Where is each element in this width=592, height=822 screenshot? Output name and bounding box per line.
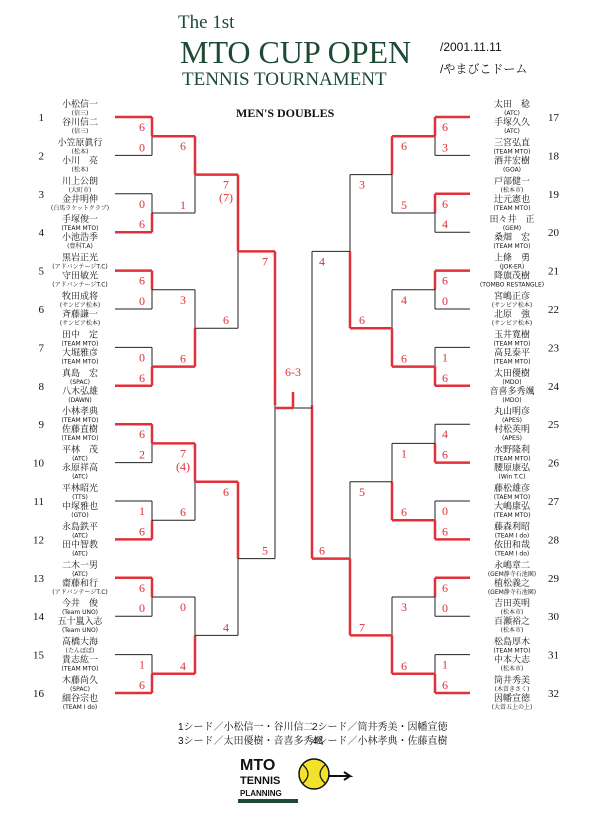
player-club: (TTS) (72, 494, 88, 501)
team-number: 17 (548, 112, 559, 124)
event-date: /2001.11.11 (440, 40, 502, 54)
player-name: 依田和哉 (493, 540, 531, 551)
player-name: 高見泰平 (493, 348, 531, 359)
player-name: 戸部健一 (493, 176, 531, 187)
player-club: (ATC) (72, 473, 88, 481)
team-number: 21 (548, 265, 559, 278)
team-number: 10 (33, 457, 44, 470)
score: 3 (180, 292, 186, 307)
team-number: 3 (38, 188, 44, 201)
player-name: 佐藤直樹 (61, 425, 99, 436)
player-club: (TEAM MTO) (61, 340, 99, 348)
logo-text-2: TENNIS (240, 775, 281, 787)
player-club: (アドバンテージT.C) (52, 263, 108, 271)
player-name: 田中 定 (61, 330, 99, 341)
player-name: 川上公朗 (61, 176, 99, 187)
score: 6 (139, 427, 145, 442)
team-number: 22 (548, 304, 559, 316)
player-name: 細谷宗也 (61, 694, 99, 704)
score: 6 (139, 524, 145, 539)
player-club: (アドバンテージT.C) (52, 281, 108, 289)
player-name: 藤松雄彦 (493, 484, 531, 494)
player-name: 丸山明彦 (493, 407, 531, 418)
score: 6 (180, 139, 186, 154)
score: 6 (139, 120, 145, 134)
score: 6 (319, 543, 325, 558)
player-club: (ATC) (72, 455, 88, 463)
score: 6 (442, 370, 448, 385)
team-number: 15 (33, 649, 44, 662)
player-name: 百瀬裕之 (493, 617, 531, 628)
player-club: (GOA) (502, 166, 522, 174)
score: 6 (442, 678, 448, 692)
player-club: (サンビア松本) (59, 302, 101, 309)
score: 1 (139, 504, 145, 518)
player-club: (TOMBO RESTANGLE) (479, 281, 545, 289)
score: 0 (139, 196, 145, 211)
player-name: 小川 亮 (61, 156, 99, 167)
player-name: 田中智教 (61, 540, 99, 551)
event-venue: /やまびこドーム (440, 62, 528, 76)
logo-text-1: MTO (240, 757, 276, 774)
team-number: 6 (38, 304, 44, 316)
player-club: (白馬ラケットクラブ) (50, 204, 110, 212)
player-name: 中本大志 (493, 655, 531, 666)
player-club: (SPAC) (70, 378, 90, 386)
player-club: (サンビア松本) (59, 320, 101, 327)
score: 7 (359, 620, 365, 635)
player-name: 北原 強 (493, 310, 531, 320)
player-name: 桑畑 宏 (493, 233, 531, 244)
player-club: (TEAM MTO) (493, 455, 531, 463)
score: 4 (401, 292, 407, 307)
team-number: 19 (548, 188, 559, 201)
team-number: 31 (548, 649, 559, 662)
player-club: (松本市) (500, 627, 524, 635)
team-number: 7 (38, 342, 44, 355)
score: 6 (180, 505, 186, 520)
player-club: (松本) (71, 148, 89, 156)
player-club: (たんぽぽ) (65, 647, 95, 655)
score: 4 (180, 658, 186, 673)
team-number: 16 (33, 688, 44, 700)
player-club: (TEAM MTO) (493, 243, 531, 251)
score: 6 (359, 313, 365, 328)
player-name: 永原祥高 (61, 463, 99, 474)
player-club: (GTO) (71, 512, 89, 519)
player-club: (TEAM MTO) (61, 417, 99, 425)
player-name: 金井明伸 (61, 194, 99, 205)
player-club: (TAEM MTO) (493, 494, 531, 501)
player-club: (TEAM MTO) (493, 512, 531, 519)
player-name: 高橋大海 (61, 637, 99, 648)
team-number: 25 (548, 419, 559, 432)
score: 1 (139, 657, 145, 672)
player-name: 小林孝典 (61, 407, 99, 418)
score: 6 (139, 217, 145, 232)
score: 0 (139, 350, 145, 365)
player-club: (TEAM I do) (494, 550, 530, 558)
player-name: 小松信一 (61, 100, 99, 110)
player-club: (JOK-ER) (499, 263, 525, 271)
player-club: (大曽五上の上) (491, 704, 533, 711)
player-club: (サンビア松本) (491, 320, 533, 327)
score: 5 (262, 543, 268, 558)
player-name: 平林昭光 (61, 484, 99, 494)
player-name: 村松英明 (493, 425, 531, 436)
score: 6 (401, 658, 407, 673)
player-club: (ATC) (72, 550, 88, 558)
player-club: (松本市) (500, 609, 524, 617)
event-subtitle: MEN'S DOUBLES (236, 106, 335, 120)
team-number: 20 (548, 227, 559, 240)
team-number: 11 (33, 496, 44, 508)
player-club: (松本市) (500, 186, 524, 194)
score: 4 (319, 254, 325, 269)
score: 0 (442, 504, 448, 518)
player-name: 真島 宏 (61, 368, 99, 379)
score: 3 (442, 140, 448, 155)
player-club: (TEAM MTO) (61, 435, 99, 443)
score: 6 (442, 447, 448, 462)
player-name: 腰原康弘 (493, 463, 531, 474)
player-club: (TEAM MTO) (493, 148, 531, 156)
team-number: 23 (548, 342, 559, 355)
player-club: (ATC) (72, 532, 88, 540)
score: 6 (442, 524, 448, 539)
player-name: 永嶋章二 (493, 560, 531, 571)
player-club: (Win T.C) (498, 473, 526, 481)
team-number: 32 (548, 688, 559, 700)
player-club: (DAWN) (68, 396, 92, 404)
score: 7 (262, 254, 268, 269)
player-club: (TEAM MTO) (493, 358, 531, 366)
player-club: (GEM静寺石池園) (487, 588, 537, 596)
player-name: 上條 勇 (493, 253, 531, 264)
score: 1 (401, 446, 407, 461)
player-name: 降旗茂樹 (493, 271, 531, 282)
score: 6 (139, 580, 145, 595)
title-line-1: The 1st (178, 12, 235, 33)
player-club: (サンビア松本) (491, 302, 533, 309)
final-score: 6-3 (285, 365, 301, 379)
player-name: 斉藤謙一 (61, 310, 99, 320)
score: 6 (139, 370, 145, 385)
player-club: (豊科T.A) (67, 243, 93, 251)
team-number: 9 (38, 419, 44, 432)
player-name: 平林 茂 (61, 445, 99, 456)
score: 2 (139, 447, 145, 462)
player-name: 太田 稔 (493, 100, 531, 110)
player-name: 辻元憲也 (493, 194, 531, 205)
team-number: 28 (548, 534, 559, 547)
player-club: (ATC) (504, 128, 520, 135)
score: 0 (139, 294, 145, 308)
score: 6 (442, 196, 448, 211)
player-name: 二木一男 (61, 560, 99, 571)
player-club: (APES) (501, 417, 523, 425)
player-name: 牧田成将 (61, 292, 99, 302)
player-club: (GEM静寺石池園) (487, 570, 537, 578)
player-name: 貴志紘一 (61, 655, 99, 666)
score: 0 (139, 601, 145, 616)
player-club: (アドバンテージT.C) (52, 588, 108, 596)
player-club: (ATC) (504, 110, 520, 117)
player-club: (TEAM I do) (494, 532, 530, 540)
player-club: (TEAM MTO) (493, 204, 531, 212)
score: 4 (223, 620, 229, 635)
player-club: (APES) (501, 435, 523, 443)
player-club: (信三) (71, 110, 89, 117)
score: 6 (401, 505, 407, 520)
team-number: 12 (33, 534, 44, 547)
player-name: 植松義之 (493, 578, 531, 589)
team-number: 18 (548, 150, 559, 163)
score: 7 (7) (219, 177, 233, 205)
logo-text-3: PLANNING (240, 789, 282, 798)
player-club: (TEAM MTO) (61, 665, 99, 673)
score: 6 (442, 120, 448, 134)
player-club: (大町市) (68, 186, 92, 194)
player-club: (Team UNO) (61, 627, 99, 635)
tennis-ball-icon (299, 759, 329, 789)
player-name: 玉井寛樹 (493, 330, 531, 341)
player-name: 松島厚木 (493, 637, 531, 648)
player-club: (木曽きさく) (494, 686, 530, 693)
title-main: MTO CUP OPEN (180, 34, 412, 70)
player-club: (Team UNO) (61, 609, 99, 617)
team-number: 4 (38, 227, 44, 240)
player-name: 中塚雅也 (61, 502, 99, 512)
seed-note-4: 4シード／小林孝典・佐藤直樹 (312, 736, 448, 747)
player-club: (松本) (71, 166, 89, 174)
team-number: 5 (38, 265, 44, 278)
score: 5 (359, 484, 365, 499)
player-name: 手塚久久 (493, 118, 531, 128)
player-name: 齋藤和行 (61, 578, 99, 589)
title-line-3: TENNIS TOURNAMENT (182, 69, 387, 90)
player-name: 大堀雅彦 (61, 348, 99, 359)
player-name: 五十嵐入志 (57, 617, 103, 628)
seed-note-3: 3シード／太田優樹・音喜多秀颯 (178, 736, 324, 747)
team-number: 29 (548, 572, 559, 585)
player-club: (松本市) (500, 665, 524, 673)
player-name: 八木弘雄 (61, 386, 99, 397)
player-club: (MDO) (502, 378, 522, 386)
player-club: (MDO) (502, 396, 522, 404)
score: 6 (180, 351, 186, 366)
player-name: 水野隆利 (493, 445, 531, 456)
player-name: 小池浩季 (61, 233, 99, 244)
score: 4 (442, 217, 448, 232)
player-club: (GEM) (502, 225, 522, 233)
seed-note-1: 1シード／小松信一・谷川信二 (178, 722, 314, 733)
score: 0 (442, 294, 448, 308)
player-club: (ATC) (72, 570, 88, 578)
player-name: 宮嶋正彦 (493, 292, 531, 302)
score: 4 (442, 427, 448, 442)
player-club: (TEAM MTO) (493, 340, 531, 348)
player-name: 藤森利昭 (493, 522, 531, 533)
mto-tennis-planning-logo (236, 752, 354, 806)
team-number: 14 (33, 611, 44, 624)
score: 0 (180, 600, 186, 614)
player-name: 三宮弘直 (493, 138, 531, 149)
score: 0 (442, 601, 448, 616)
score: 7 (4) (176, 446, 190, 474)
score: 6 (223, 484, 229, 499)
player-club: (TEAM MTO) (61, 225, 99, 233)
player-name: 手塚俊一 (61, 215, 99, 226)
score: 1 (180, 198, 186, 212)
score: 6 (442, 273, 448, 288)
player-name: 守田敏光 (61, 271, 99, 282)
score: 3 (401, 600, 407, 614)
team-number: 13 (33, 572, 44, 585)
player-club: (TEAM I do) (62, 704, 98, 711)
team-number: 1 (38, 112, 44, 124)
team-number: 30 (548, 611, 559, 624)
player-club: (TEAM MTO) (61, 358, 99, 366)
score: 6 (401, 139, 407, 154)
arrow-icon (328, 772, 350, 780)
player-name: 永島鉄平 (61, 522, 99, 533)
player-name: 谷川信二 (61, 118, 99, 128)
player-name: 木藤尚久 (61, 676, 99, 686)
player-name: 小笠原眞行 (57, 138, 103, 149)
player-name: 今井 俊 (61, 599, 99, 610)
score: 0 (139, 140, 145, 155)
player-name: 田々井 正 (489, 215, 535, 226)
player-club: (SPAC) (70, 686, 90, 693)
player-name: 黒岩正光 (61, 253, 99, 264)
player-name: 因幡宣徳 (493, 694, 531, 704)
team-number: 8 (38, 380, 44, 393)
team-number: 26 (548, 457, 559, 470)
score: 1 (442, 657, 448, 672)
player-name: 筒井秀美 (493, 676, 531, 686)
score: 6 (401, 351, 407, 366)
player-name: 酒井宏樹 (493, 156, 531, 167)
player-name: 大嶋康弘 (493, 502, 531, 512)
score: 1 (442, 350, 448, 365)
score: 6 (139, 273, 145, 288)
score: 6 (139, 678, 145, 692)
score: 5 (401, 198, 407, 212)
team-number: 27 (548, 496, 559, 508)
score: 6 (223, 313, 229, 328)
player-club: (信三) (71, 128, 89, 135)
score: 6 (442, 580, 448, 595)
seed-note-2: 2シード／筒井秀美・因幡宣徳 (312, 722, 448, 733)
player-name: 吉田英明 (493, 599, 531, 610)
player-club: (TEAM MTO) (493, 647, 531, 655)
team-number: 2 (38, 150, 44, 163)
player-name: 太田優樹 (493, 368, 531, 379)
player-name: 音喜多秀颯 (489, 386, 535, 397)
score: 3 (359, 177, 365, 192)
team-number: 24 (548, 380, 559, 393)
